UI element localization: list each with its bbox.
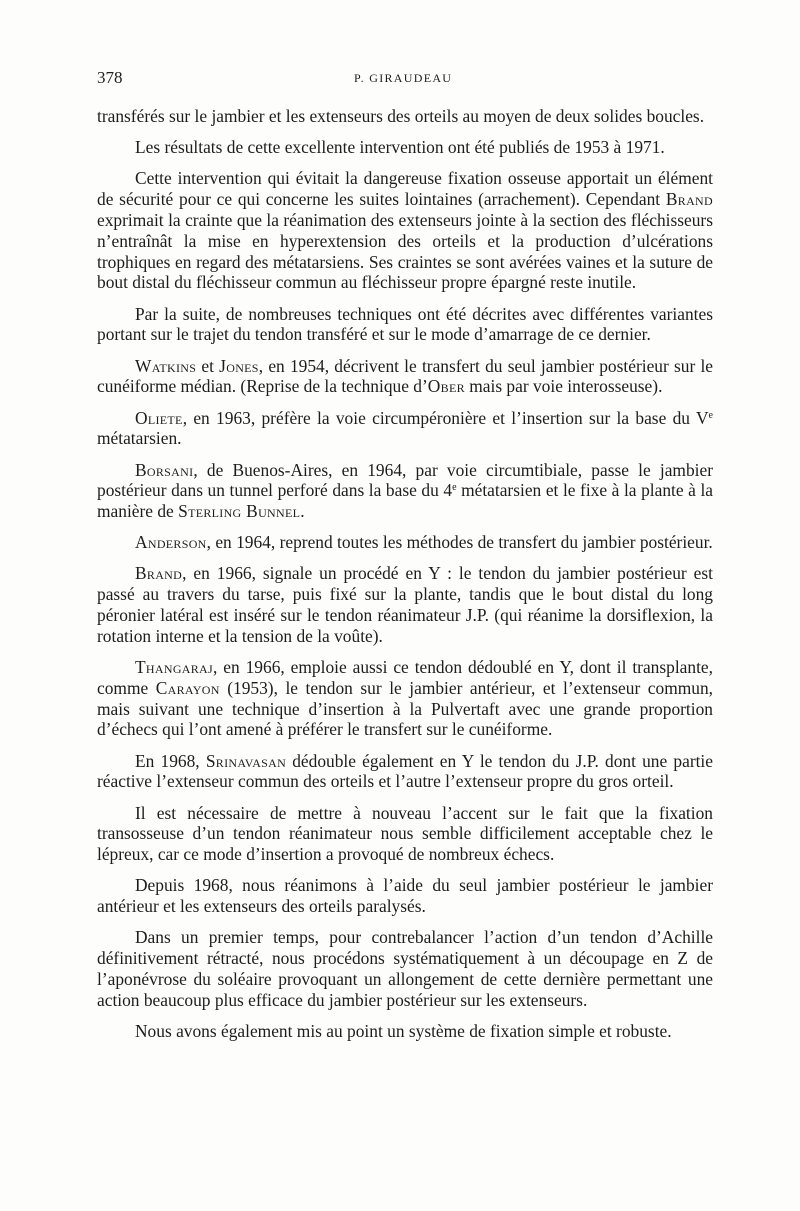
paragraph: Depuis 1968, nous réanimons à l’aide du seul jambier postérieur le jambier antérieur et les extenseurs des orteils paralysés.	[97, 875, 713, 917]
paragraph: Thangaraj, en 1966, emploie aussi ce tendon dédoublé en Y, dont il transplante, comme Carayon (1953), le tendon sur le jambier antérieur, et l’extenseur commun, mais suivant une technique d’insertion à la Pulvertaft avec une grande proportion d’échecs qui l’ont amené à préférer le transfert sur le cunéiforme.	[97, 657, 713, 740]
superscript: e	[708, 409, 713, 421]
paragraph: Par la suite, de nombreuses techniques ont été décrites avec différentes variantes portant sur le trajet du tendon transféré et sur le mode d’amarrage de ce dernier.	[97, 303, 713, 345]
paragraph: En 1968, Srinavasan dédouble également en Y le tendon du J.P. dont une partie réactive l’extenseur commun des orteils et l’autre l’extenseur propre du gros orteil.	[97, 750, 713, 792]
superscript: e	[452, 482, 457, 494]
author-name: Ober	[427, 376, 465, 397]
author-name: Carayon	[155, 677, 220, 698]
author-name: Srinavasan	[205, 750, 287, 771]
paragraph: Brand, en 1966, signale un procédé en Y : le tendon du jambier postérieur est passé au travers du tarse, puis fixé sur la plante, tandis que le bout distal du long péronier latéral est inséré sur le tendon réanimateur J.P. (qui réanime la dorsiflexion, la rotation interne et la tension de la voûte).	[97, 563, 713, 646]
paragraph: Dans un premier temps, pour contrebalancer l’action d’un tendon d’Achille définitivement rétracté, nous procédons systématiquement à un découpage en Z de l’aponévrose du soléaire provoquant un allongement de cette dernière permettant une action beaucoup plus efficace du jambier postérieur sur les extenseurs.	[97, 927, 713, 1010]
paragraph: Nous avons également mis au point un système de fixation simple et robuste.	[135, 1020, 672, 1041]
paragraph: Cette intervention qui évitait la dangereuse fixation osseuse apportait un élément de sécurité pour ce qui concerne les suites lointaines (arrachement). Cependant Brand exprimait la crainte que la réanimation des extenseurs jointe à la section des fléchisseurs n’entraînât la mise en hyperextension des orteils et la production d’ulcérations trophiques en regard des métatarsiens. Ses craintes se sont avérées vaines et la suture de bout distal du fléchisseur commun au fléchisseur propre épargné reste inutile.	[97, 168, 713, 293]
author-name: Brand	[665, 189, 713, 210]
body-text	[97, 106, 713, 1052]
author-name: Sterling Bunnel	[178, 501, 301, 522]
author-name: Watkins	[135, 355, 197, 376]
paragraph: Il est nécessaire de mettre à nouveau l’accent sur le fait que la fixation transosseuse d’un tendon réanimateur nous semble difficilement acceptable chez le lépreux, car ce mode d’insertion a provoqué de nombreux échecs.	[97, 802, 713, 865]
author-name: Borsani	[135, 459, 194, 480]
running-header	[97, 68, 713, 90]
page-number: 378	[97, 68, 123, 87]
paragraph: Les résultats de cette excellente intervention ont été publiés de 1953 à 1971.	[135, 137, 665, 158]
author-name: Anderson	[135, 532, 207, 553]
author-header: P. GIRAUDEAU	[354, 71, 453, 85]
author-name: Brand	[135, 563, 183, 584]
paragraph: Watkins et Jones, en 1954, décrivent le transfert du seul jambier postérieur sur le cunéiforme médian. (Reprise de la technique d’Ober mais par voie interosseuse).	[97, 355, 713, 397]
paragraph: Anderson, en 1964, reprend toutes les méthodes de transfert du jambier postérieur.	[135, 532, 713, 553]
author-name: Jones	[219, 355, 259, 376]
author-name: Thangaraj	[135, 657, 213, 678]
author-name: Oliete	[135, 407, 183, 428]
paragraph: Borsani, de Buenos-Aires, en 1964, par voie circumtibiale, passe le jambier postérieur dans un tunnel perforé dans la base du 4e métatarsien et le fixe à la plante à la manière de Sterling Bunnel.	[97, 459, 713, 522]
paragraph: Oliete, en 1963, préfère la voie circumpéronière et l’insertion sur la base du Ve métatarsien.	[97, 407, 713, 449]
paragraph: transférés sur le jambier et les extenseurs des orteils au moyen de deux solides boucles.	[97, 106, 705, 126]
